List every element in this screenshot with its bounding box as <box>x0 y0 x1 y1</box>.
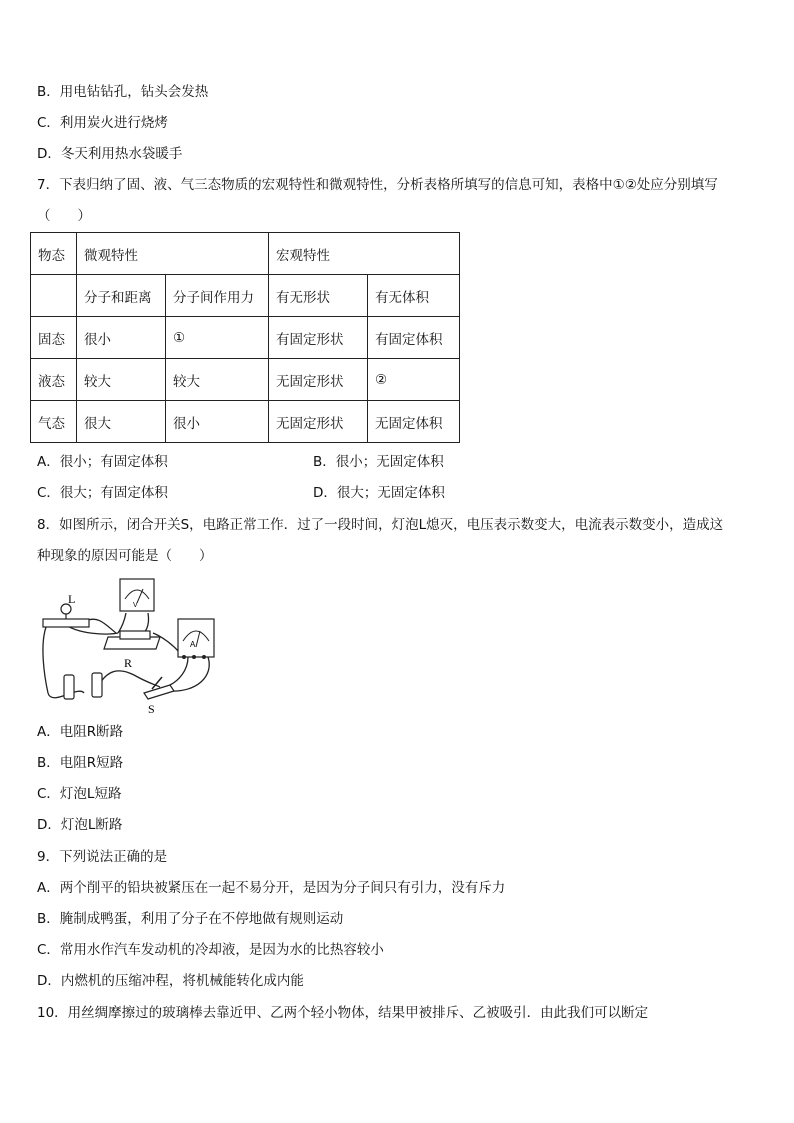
q6-option-b: B．用电钻钻孔，钻头会发热 <box>37 84 209 100</box>
q9-option-d: D．内燃机的压缩冲程，将机械能转化成内能 <box>37 973 304 989</box>
q8-option-b: B．电阻R短路 <box>37 755 124 771</box>
q9-stem: 9．下列说法正确的是 <box>37 849 168 865</box>
label-l: L <box>68 592 76 606</box>
table-cell: 较大 <box>166 359 269 401</box>
q6-option-c: C．利用炭火进行烧烤 <box>37 115 168 131</box>
table-cell: 有固定体积 <box>368 317 460 359</box>
table-cell: 很小 <box>166 401 269 443</box>
table-cell: 液态 <box>31 359 77 401</box>
q9-option-c: C．常用水作汽车发动机的冷却液，是因为水的比热容较小 <box>37 942 384 958</box>
q8-stem-line2: 种现象的原因可能是（ ） <box>37 548 213 564</box>
q8-stem-line1: 8．如图所示，闭合开关S，电路正常工作．过了一段时间，灯泡L熄灭，电压表示数变大，电流表示数变小，造成这 <box>37 517 724 533</box>
label-r: R <box>124 656 133 670</box>
q7-option-b: B．很小；无固定体积 <box>313 454 444 470</box>
table-cell: 无固定形状 <box>269 401 368 443</box>
q8-option-a: A．电阻R断路 <box>37 724 124 740</box>
table-header-state: 物态 <box>31 233 77 275</box>
q9-option-a: A．两个削平的铅块被紧压在一起不易分开，是因为分子间只有引力，没有斥力 <box>37 880 506 896</box>
ammeter-icon <box>178 619 214 657</box>
q7-option-d: D．很大；无固定体积 <box>313 485 445 501</box>
table-cell: 有固定形状 <box>269 317 368 359</box>
circuit-diagram <box>38 575 218 715</box>
table-cell: 固态 <box>31 317 77 359</box>
table-cell: ② <box>368 359 460 401</box>
q7-option-c: C．很大；有固定体积 <box>37 485 168 501</box>
q10-stem: 10．用丝绸摩擦过的玻璃棒去靠近甲、乙两个轻小物体，结果甲被排斥、乙被吸引．由此我们可以断定 <box>37 1005 649 1021</box>
states-of-matter-table <box>30 232 460 443</box>
q7-paren: （ ） <box>37 208 91 224</box>
table-cell: 很小 <box>77 317 166 359</box>
table-cell: 很大 <box>77 401 166 443</box>
table-subheader: 有无体积 <box>368 275 460 317</box>
q7-option-a: A．很小；有固定体积 <box>37 454 168 470</box>
table-header-micro: 微观特性 <box>77 233 269 275</box>
table-cell: ① <box>166 317 269 359</box>
label-s: S <box>148 702 155 715</box>
q7-stem: 7．下表归纳了固、液、气三态物质的宏观特性和微观特性，分析表格所填写的信息可知，表格中①②处应分别填写 <box>37 177 718 193</box>
label-v: V <box>133 602 138 609</box>
table-cell: 较大 <box>77 359 166 401</box>
table-cell: 无固定形状 <box>269 359 368 401</box>
table-row <box>31 317 460 359</box>
battery-icon <box>64 675 74 699</box>
table-row <box>31 401 460 443</box>
table-subheader: 有无形状 <box>269 275 368 317</box>
q6-option-d: D．冬天利用热水袋暖手 <box>37 146 183 162</box>
label-a: A <box>190 640 196 649</box>
table-header-macro: 宏观特性 <box>269 233 460 275</box>
table-subheader: 分子和距离 <box>77 275 166 317</box>
table-cell: 无固定体积 <box>368 401 460 443</box>
lamp-base <box>43 619 89 627</box>
table-cell: 气态 <box>31 401 77 443</box>
q8-option-c: C．灯泡L短路 <box>37 786 122 802</box>
resistor-icon <box>120 631 150 639</box>
q8-option-d: D．灯泡L断路 <box>37 817 123 833</box>
table-row <box>31 359 460 401</box>
table-cell-empty <box>31 275 77 317</box>
table-subheader: 分子间作用力 <box>166 275 269 317</box>
q9-option-b: B．腌制成鸭蛋，利用了分子在不停地做有规则运动 <box>37 911 344 927</box>
battery-icon <box>92 673 102 697</box>
